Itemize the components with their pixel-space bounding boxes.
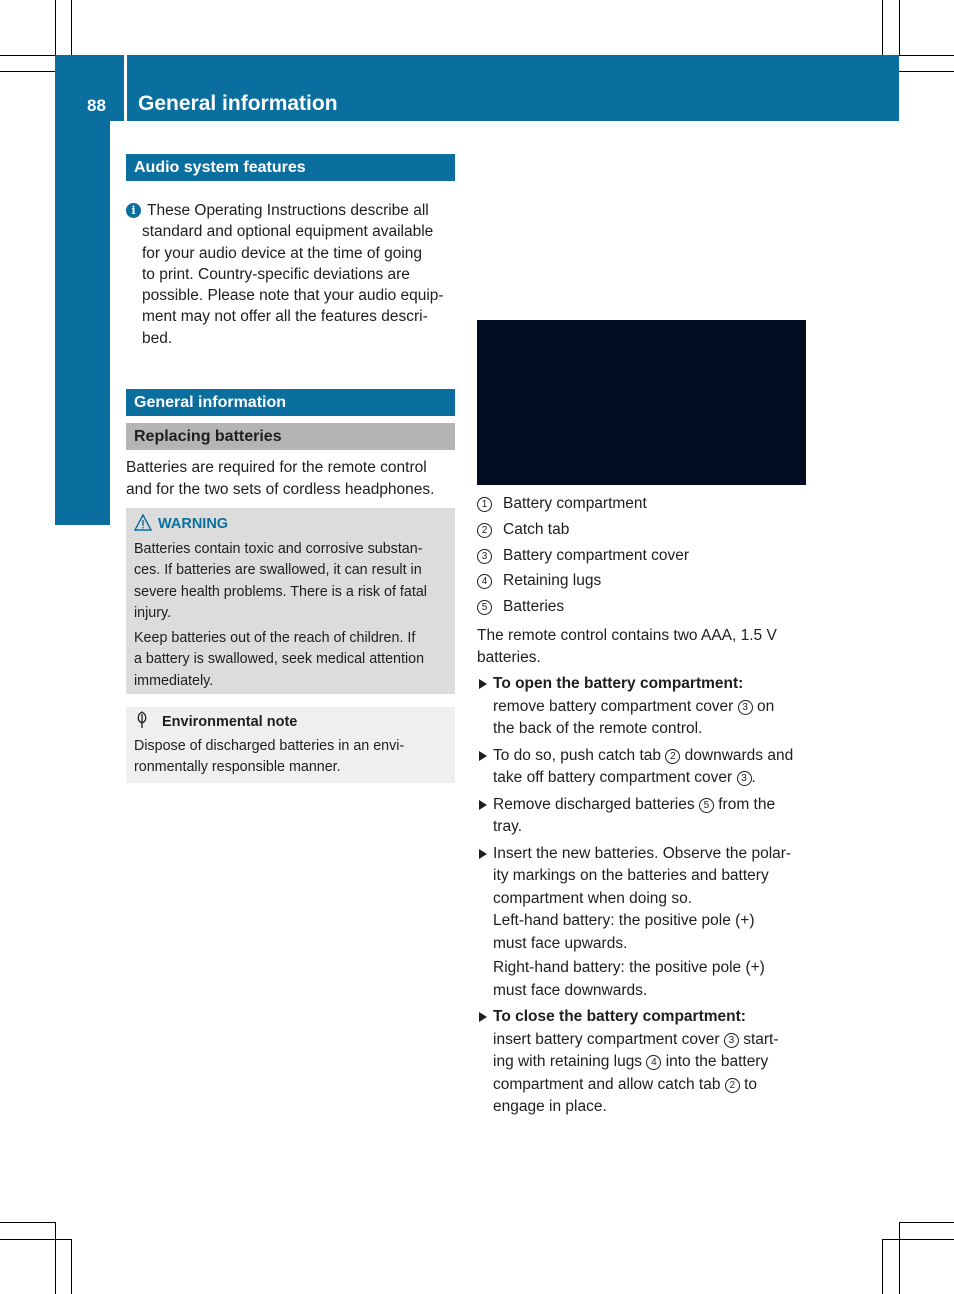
info-line: standard and optional equipment available [142,223,434,241]
crop-mark [899,71,954,72]
info-line: to print. Country-specific deviations are [142,265,410,283]
crop-mark [0,55,55,56]
remote-info-paragraph: The remote control contains two AAA, 1.5 V batteries. [477,627,777,666]
crop-mark [71,1239,72,1294]
crop-mark [882,1239,883,1294]
info-note [126,200,458,349]
info-line: i These Operating Instructions describe all [126,200,458,221]
info-line: possible. Please note that your audio equip- [142,287,444,305]
crop-mark [71,0,72,55]
warning-box: WARNING Batteries contain toxic and corrosive substan- ces. If batteries are swallowed, it can result in severe health problems. There is a risk of fatal injury. Keep batteries out of the reach of children. If a battery is swallowed, seek medical attention immediately. [126,508,455,694]
info-icon: i [126,203,141,218]
instruction-steps [477,673,812,1123]
subsection-heading-batteries: Replacing batteries [126,423,455,450]
section-heading-audio: Audio system features [126,154,455,181]
header-divider [124,55,127,121]
figure-image [477,320,806,485]
crop-mark [55,1222,56,1294]
crop-mark [55,0,56,55]
figure-legend [477,491,689,620]
step-insert-batteries: Insert the new batteries. Observe the polar- ity markings on the batteries and battery compartment when doing so. Left-hand battery: the positive pole (+) must face upwards. Right-hand battery: the positive pole (+) must face downwards. [477,843,812,1003]
legend-item: 3 Battery compartment cover [477,543,689,569]
legend-item: 5 Batteries [477,594,689,620]
step-push-catch-tab: To do so, push catch tab 2 downwards and take off battery compartment cover 3 . [477,745,812,790]
crop-mark [899,55,954,56]
warning-triangle-icon [134,514,152,531]
crop-mark [899,0,900,55]
info-line: bed. [142,329,173,347]
crop-mark [899,1222,900,1294]
warning-heading: WARNING [134,514,449,536]
environmental-note-heading: Environmental note [134,711,449,734]
crop-mark [899,1222,954,1223]
crop-mark [0,1239,72,1240]
step-close-compartment: To close the battery compartment: insert battery compartment cover 3 start- ing with retaining lugs 4 into the battery compartment and allow catch tab 2 to engage in place. [477,1006,812,1119]
remote-control-figure [477,160,806,485]
step-remove-batteries: Remove discharged batteries 5 from the tray. [477,794,812,839]
crop-mark [882,0,883,55]
section-heading-general: General information [126,389,455,416]
legend-item: 1 Battery compartment [477,491,689,517]
crop-mark [882,1239,954,1240]
leaf-icon [134,711,150,729]
intro-paragraph: Batteries are required for the remote control and for the two sets of cordless headphones. [126,459,435,498]
step-open-compartment: To open the battery compartment: remove battery compartment cover 3 on the back of the remote control. [477,673,812,741]
legend-item: 4 Retaining lugs [477,568,689,594]
page-title: General information [138,92,338,115]
side-tab-label: Rear Seat Entertainment [82,209,107,470]
environmental-note-box: Environmental note Dispose of discharged batteries in an envi- ronmentally responsible manner. [126,707,455,783]
info-line: for your audio device at the time of going [142,244,423,262]
page-number: 88 [87,96,106,115]
legend-item: 2 Catch tab [477,517,689,543]
crop-mark [0,1222,55,1223]
info-line: ment may not offer all the features descri- [142,308,428,326]
crop-mark [0,71,55,72]
